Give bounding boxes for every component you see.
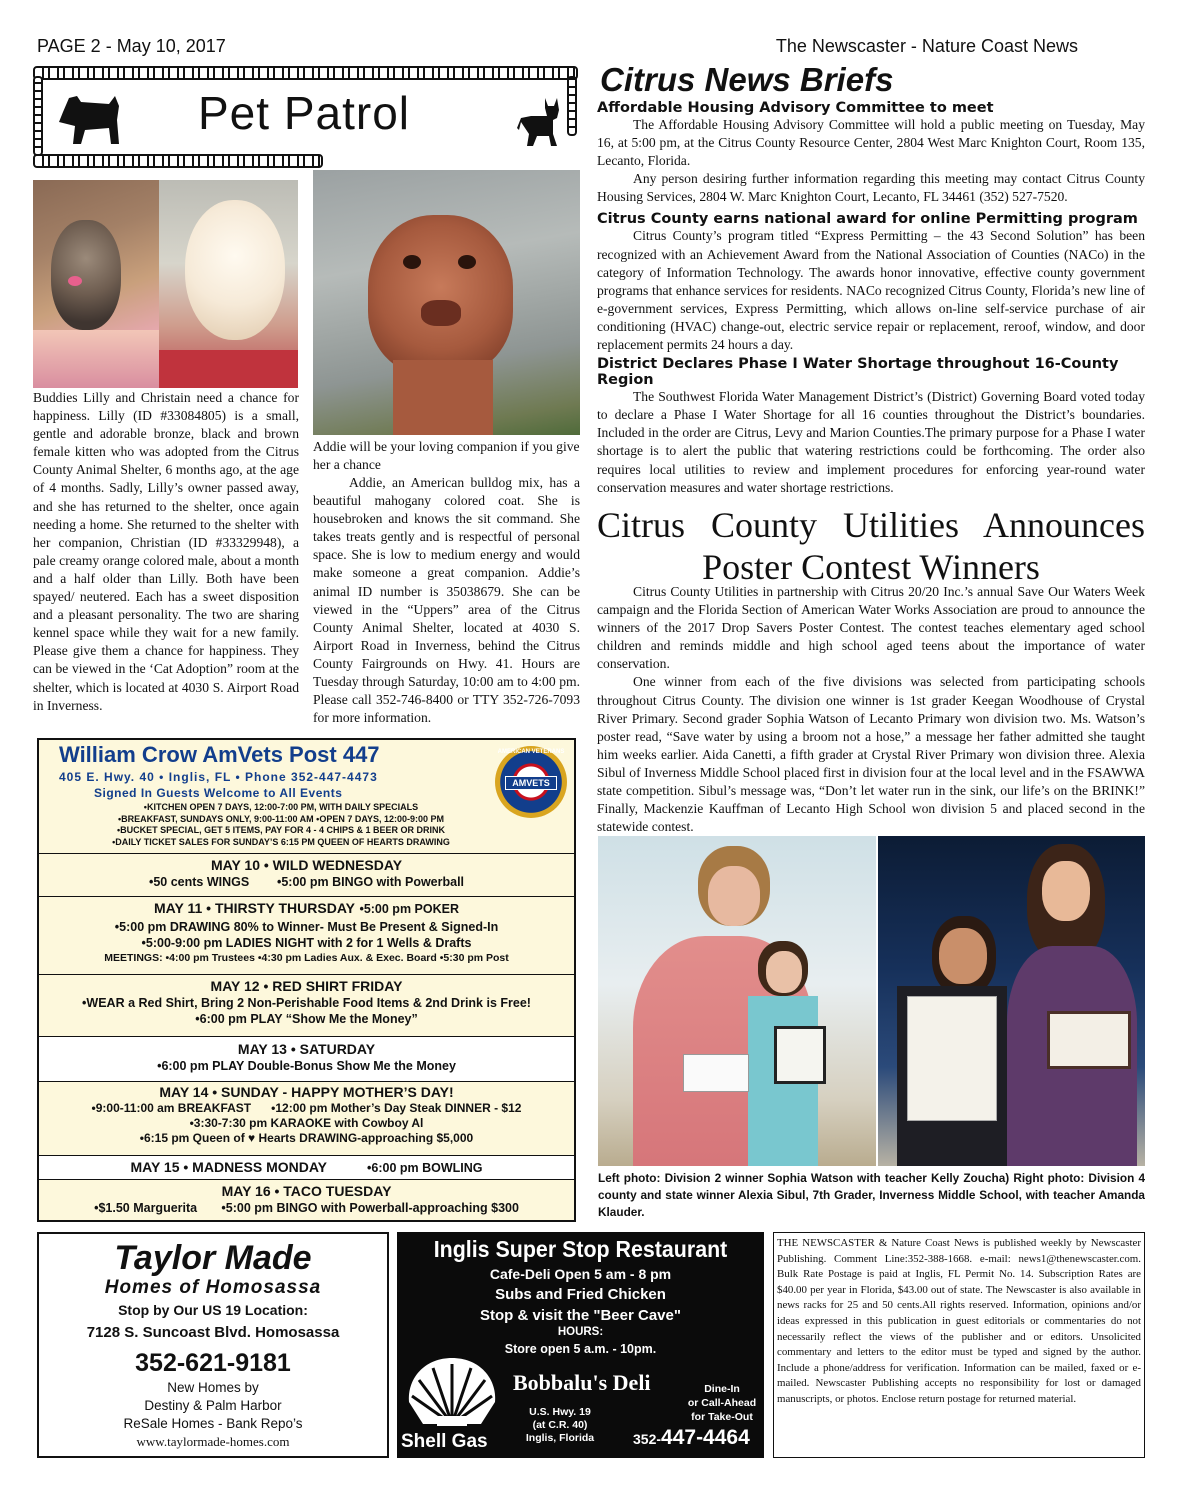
inglis-super-stop-ad: [397, 1232, 764, 1458]
kitten-lilly-photo: [33, 180, 159, 388]
briefs-title: Citrus News Briefs: [600, 61, 894, 98]
inglis-line: Cafe-Deli Open 5 am - 8 pm: [489, 1266, 672, 1282]
contest-headline-2: Poster Contest Winners: [702, 547, 1040, 587]
inglis-line: Stop & visit the "Beer Cave": [480, 1307, 681, 1324]
amvets-features: [41, 802, 521, 848]
dog-article: Addie, an American bulldog mix, has a beautiful mahogany colored coat. She is housebroken and knows the sit command. She takes treats gently and is respectful of personal space. She is low to medium energy and would make someone a great companion. Addie’s animal ID number is 35038679. She can be viewed in the “Uppers” area of the Citrus County Animal Shelter, located at 4030 S. Airport Road in Inverness, behind the Citrus County Fairgrounds on Hwy. 41. Hours are Tuesday through Saturday, 10:00 am to 4:00 pm. Please call 352-746-8400 or TTY 352-726-7093 for more information.: [313, 475, 580, 726]
paper-name: The Newscaster - Nature Coast News: [775, 36, 1078, 56]
photo-divider: [876, 836, 878, 1166]
taylor-made-ad: [37, 1232, 389, 1458]
taylor-line: ReSale Homes - Bank Repo’s: [123, 1416, 303, 1431]
taylor-sub: Homes of Homosassa: [104, 1277, 322, 1298]
dog-addie-photo: [313, 170, 580, 435]
taylor-address: 7128 S. Suncoast Blvd. Homosassa: [86, 1324, 340, 1341]
contest-article: [597, 583, 1145, 836]
brief-paragraph: The Affordable Housing Advisory Committee will hold a public meeting on Tuesday, May 16, at 5:00 pm, at the Citrus County Resource Center, 2804 West Marc Knighton Court, Room 135, Lecanto, Florida.: [597, 117, 1145, 169]
amvets-seal: AMERICAN VETERANS AMVETS: [495, 746, 567, 818]
amvets-title: William Crow AmVets Post 447: [59, 742, 380, 767]
amvets-day-may10: MAY 10 • WILD WEDNESDAY •50 cents WINGS •5:00 pm BINGO with Powerball: [39, 853, 574, 896]
taylor-web[interactable]: www.taylormade-homes.com: [136, 1434, 290, 1449]
briefs-column: [597, 100, 1145, 497]
pet-patrol-banner: [33, 66, 578, 170]
amvets-ad: [37, 738, 576, 1222]
amvets-signed-in: Signed In Guests Welcome to All Events: [94, 786, 343, 800]
kitten-christian-photo: [159, 180, 298, 388]
amvets-feature: •DAILY TICKET SALES FOR SUNDAY’S 6:15 PM QUEEN OF HEARTS DRAWING: [112, 836, 450, 847]
kitten-article: Buddies Lilly and Christain need a chance for happiness. Lilly (ID #33084805) is a small, gentle and adorable bronze, black and brown female kitten who was adopted from the Citrus County Animal Shelter, 6 months ago, at the age of 4 months. Sadly, Lilly’s owner passed away, and she has returned to the shelter, once again needing a home. She returned to the shelter with her companion, Christian (ID #33329948), a pale creamy orange colored male, about a month and a half older than Lilly. Both have been spayed/ neutered. Each has a sweet disposition and a pleasant personality. The two are sharing kennel space while they wait for a new family. Please give them a chance for happiness. They can be viewed in the ‘Cat Adoption” room at the shelter, which is located at 4030 S. Airport Road in Inverness.: [33, 390, 299, 713]
inglis-brand: Shell Gas: [401, 1431, 488, 1452]
taylor-line: Destiny & Palm Harbor: [144, 1398, 282, 1413]
contest-photo-caption: Left photo: Division 2 winner Sophia Watson with teacher Kelly Zoucha) Right photo: Division 4 county and state winner Alexia Sibul, 7th Grader, Inverness Middle School, with teacher Amanda Klauder.: [598, 1171, 1145, 1219]
masthead-notice: THE NEWSCASTER & Nature Coast News is published weekly by Newscaster Publishing. Comment Line:352-388-1668. e-mail: news1@thenewscaster.com. Bulk Rate Postage is paid at Inglis, FL Permit No. 14. Subscription Rates are $40.00 per year in Florida, $43.00 out of state. The Newscaster is also available in news racks for 25 and 50 cents.All rights reserved. Information, opinions and/or ideas expressed in this publication in guest editorials or commentaries do not necessarily reflect the views of the publisher and or editors. Unsolicited commentary and letters to the editor must be typed and signed by the author. Include a phone/address for verification. Information can be mailed, faxed or e-mailed. Newscaster Publishing accepts no responsibility for lost or damaged manuscripts, or photos. Enclose return postage for returned material.: [773, 1232, 1145, 1458]
amvets-day-may13: MAY 13 • SATURDAY •6:00 pm PLAY Double-Bonus Show Me the Money: [39, 1036, 574, 1081]
inglis-line: Subs and Fried Chicken: [495, 1286, 666, 1303]
amvets-address: 405 E. Hwy. 40 • Inglis, FL • Phone 352-447-4473: [59, 770, 378, 784]
inglis-dine: Dine-In or Call-Ahead for Take-Out: [687, 1383, 757, 1423]
taylor-stop: Stop by Our US 19 Location:: [118, 1302, 308, 1318]
shell-logo-icon: [403, 1354, 501, 1432]
inglis-title: Inglis Super Stop Restaurant: [433, 1236, 728, 1262]
amvets-day-may16: MAY 16 • TACO TUESDAY •$1.50 Marguerita •5:00 pm BINGO with Powerball-approaching $300: [39, 1179, 574, 1220]
contest-paragraph: Citrus County Utilities in partnership with Citrus 20/20 Inc.’s annual Save Our Waters Week campaign and the Florida Section of American Water Works Association are proud to announce the winners of the 2017 Drop Savers Poster Contest. The contest teaches elementary aged school children and reminds middle and high school aged teens about the importance of water conservation.: [597, 584, 1145, 672]
inglis-phone: 352-447-4464: [633, 1426, 750, 1449]
taylor-phone: 352-621-9181: [135, 1349, 291, 1377]
amvets-feature: •BREAKFAST, SUNDAYS ONLY, 9:00-11:00 AM •OPEN 7 DAYS, 12:00-9:00 PM: [117, 813, 445, 824]
amvets-day-may11: MAY 11 • THIRSTY THURSDAY •5:00 pm POKER •5:00 pm DRAWING 80% to Winner- Must Be Present & Signed-In •5:00-9:00 pm LADIES NIGHT with 2 for 1 Wells & Drafts MEETINGS: •4:00 pm Trustees •4:30 pm Ladies Aux. & Exec. Board •5:30 pm Post: [39, 896, 574, 974]
taylor-line: New Homes by: [167, 1380, 259, 1395]
inglis-hours: Store open 5 a.m. - 10pm.: [504, 1342, 657, 1356]
inglis-deli: Bobbalu's Deli: [513, 1370, 651, 1395]
contest-paragraph: One winner from each of the five divisions was selected from participating schools throughout Citrus County. The division one winner is 1st grader Keegan Woodhouse of Crystal River Primary. Second grader Sophia Watson of Lecanto Primary won division two. Ms. Watson’s poster read, “Save water by using a broom not a hose,” a message her father admitted she taught him weeks earlier. Aida Canetti, a fifth grader at Crystal River Primary won division three. Alexia Sibul of Inverness Middle School placed first in division four at the local level and in the FSAWWA state competition. Sibul’s message was, “Don’t let water run in the sink, our life’s on the BRINK!” Finally, Mackenzie Kauffman of Lecanto High School won division 5 and placed second in the statewide contest.: [597, 674, 1145, 835]
inglis-location: U.S. Hwy. 19 (at C.R. 40) Inglis, Florida: [525, 1406, 595, 1444]
brief-paragraph: Any person desiring further information regarding this meeting may contact Citrus County Housing Services, 2804 W. Marc Knighton Court, Lecanto, FL 34461 (352) 527-7520.: [597, 171, 1145, 205]
taylor-name: Taylor Made: [114, 1239, 312, 1277]
scottie-dog-icon: [55, 92, 125, 150]
pet-patrol-title: Pet Patrol: [198, 87, 410, 139]
cat-icon: [517, 94, 563, 150]
amvets-day-may14: MAY 14 • SUNDAY - HAPPY MOTHER’S DAY! •9:00-11:00 am BREAKFAST •12:00 pm Mother’s Day Steak DINNER - $12 •3:30-7:30 pm KARAOKE with Cowboy Al •6:15 pm Queen of ♥ Hearts DRAWING-approaching $5,000: [39, 1081, 574, 1155]
brief-paragraph: Citrus County’s program titled “Express Permitting – the 43 Second Solution” has been recognized with an Achievement Award from the National Association of Counties (NACo) in the category of Information Technology. The awards honor innovative, effective county government programs that enhance services for residents. NACo recognized Citrus County, Florida’s new line of e-government services, Express Permitting, which allows on-line self-service purchase of air conditioning (HVAC) change-out, electric service repair or replacement, reroof, window, and door replacement permits 24 hours a day.: [597, 228, 1145, 353]
brief-paragraph: The Southwest Florida Water Management District’s (District) Governing Board voted today to declare a Phase I Water Shortage for all 16 counties throughout the District’s boundaries. Included in the order are Citrus, Levy and Marion Counties.The primary purpose for a Phase I water shortage is to alert the public that watering restrictions could be forthcoming. The order also requires local utilities to review and implement procedures for enforcing year-round water conservation measures and water shortage restrictions.: [597, 389, 1145, 495]
brief-headline: District Declares Phase I Water Shortage throughout 16-County Region: [597, 356, 1119, 389]
amvets-feature: •KITCHEN OPEN 7 DAYS, 12:00-7:00 PM, WITH DAILY SPECIALS: [143, 802, 419, 812]
contest-right-photo: [877, 836, 1145, 1166]
amvets-day-may12: MAY 12 • RED SHIRT FRIDAY •WEAR a Red Shirt, Bring 2 Non-Perishable Food Items & 2nd Drink is Free! •6:00 pm PLAY “Show Me the Money”: [39, 974, 574, 1036]
amvets-feature: •BUCKET SPECIAL, GET 5 ITEMS, PAY FOR 4 - 4 CHIPS & 1 BEER OR DRINK: [116, 825, 446, 835]
amvets-day-may15: MAY 15 • MADNESS MONDAY •6:00 pm BOWLING: [39, 1155, 574, 1179]
dog-caption: Addie will be your loving companion if you give her a chance: [313, 439, 580, 473]
contest-left-photo: [598, 836, 876, 1166]
brief-headline: Affordable Housing Advisory Committee to meet: [597, 100, 994, 116]
brief-headline: Citrus County earns national award for online Permitting program: [597, 211, 1138, 228]
contest-headline-1: Citrus County Utilities Announces: [597, 505, 1145, 545]
page-date: PAGE 2 - May 10, 2017: [37, 36, 226, 56]
inglis-hours-label: HOURS:: [557, 1326, 604, 1338]
